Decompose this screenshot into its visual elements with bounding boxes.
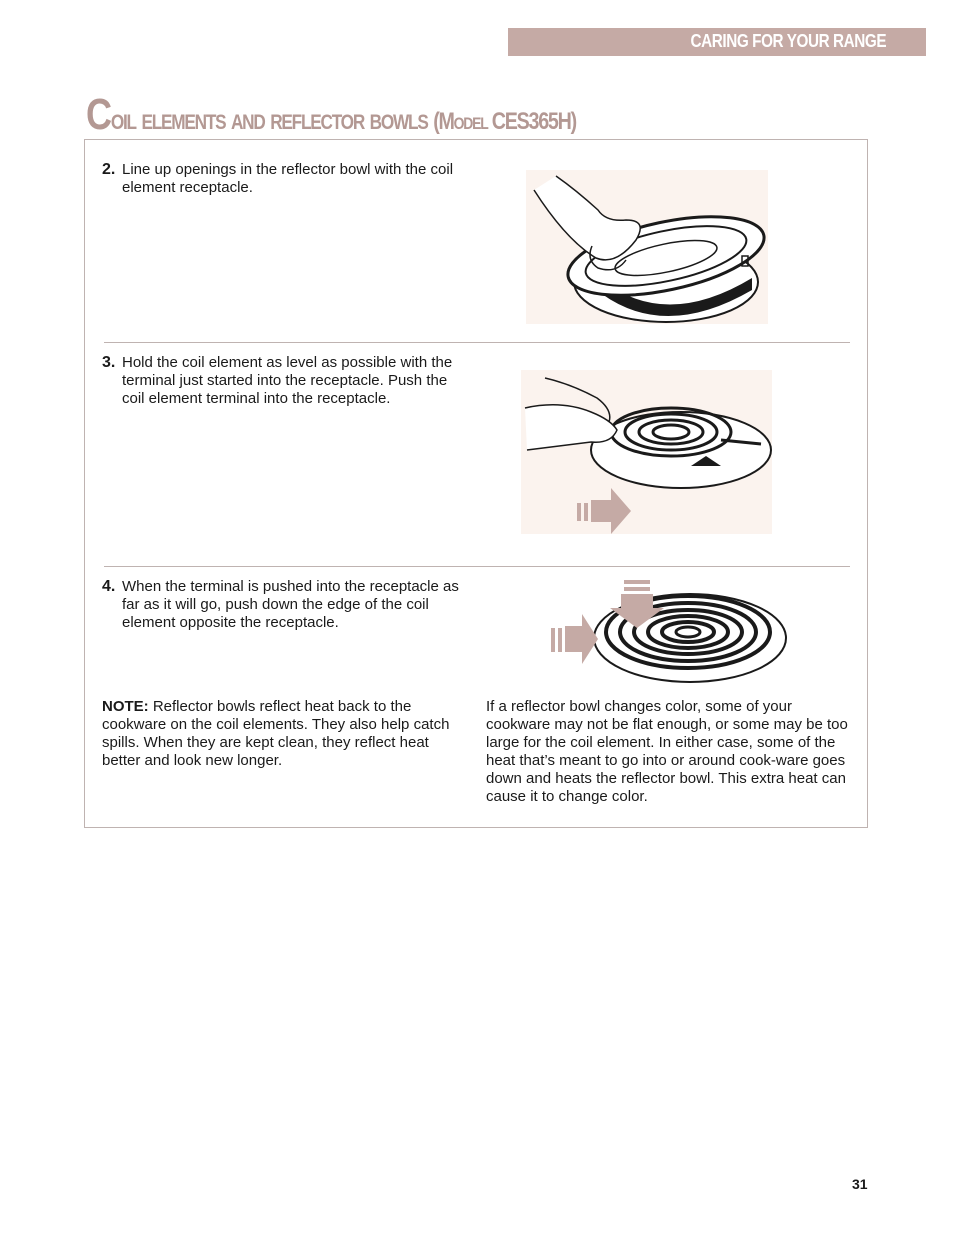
step-3 — [102, 354, 474, 407]
page-title — [86, 90, 576, 140]
step-number: 4. — [102, 578, 116, 595]
section-header-label: CARING FOR YOUR RANGE — [690, 31, 886, 51]
note-text: Reflector bowls reflect heat back to the cookware on the coil elements. They also help catch spills. When they are kept clean, they reflect heat better and look new longer. — [102, 698, 450, 769]
step-divider — [104, 342, 850, 343]
reflector-bowl-illustration — [526, 170, 768, 324]
step-number: 3. — [102, 354, 116, 371]
coil-element-illustration — [521, 370, 772, 534]
step-2 — [102, 161, 474, 196]
illustration-push-down — [548, 578, 790, 688]
title-first-letter: C — [86, 90, 111, 139]
illustration-insert-terminal — [521, 370, 772, 534]
note-paragraph — [102, 698, 452, 770]
page-number: 31 — [852, 1176, 868, 1192]
step-text: When the terminal is pushed into the receptacle as far as it will go, push down the edge of the coil element opposite the receptacle. — [122, 578, 459, 631]
color-change-text: If a reflector bowl changes color, some of your cookware may not be flat enough, or some may be too large for the coil element. In either case, some of the heat that’s meant to go into or around cook-ware goes down and heats the reflector bowl. This extra heat can cause it to change color. — [486, 698, 848, 805]
title-model: (Model CES365H) — [433, 108, 576, 135]
step-4 — [102, 578, 474, 631]
title-text: oil elements and reflector bowls — [110, 103, 428, 136]
step-text: Hold the coil element as level as possible with the terminal just started into the receptacle. Push the coil element terminal into the receptacle. — [122, 354, 453, 407]
color-change-paragraph — [486, 698, 850, 806]
note-label: NOTE: — [102, 698, 149, 715]
illustration-align-bowl — [526, 170, 768, 324]
coil-press-illustration — [548, 578, 790, 688]
step-divider — [104, 566, 850, 567]
step-text: Line up openings in the reflector bowl with the coil element receptacle. — [122, 161, 454, 196]
step-number: 2. — [102, 161, 116, 178]
section-header-bar — [508, 28, 926, 56]
